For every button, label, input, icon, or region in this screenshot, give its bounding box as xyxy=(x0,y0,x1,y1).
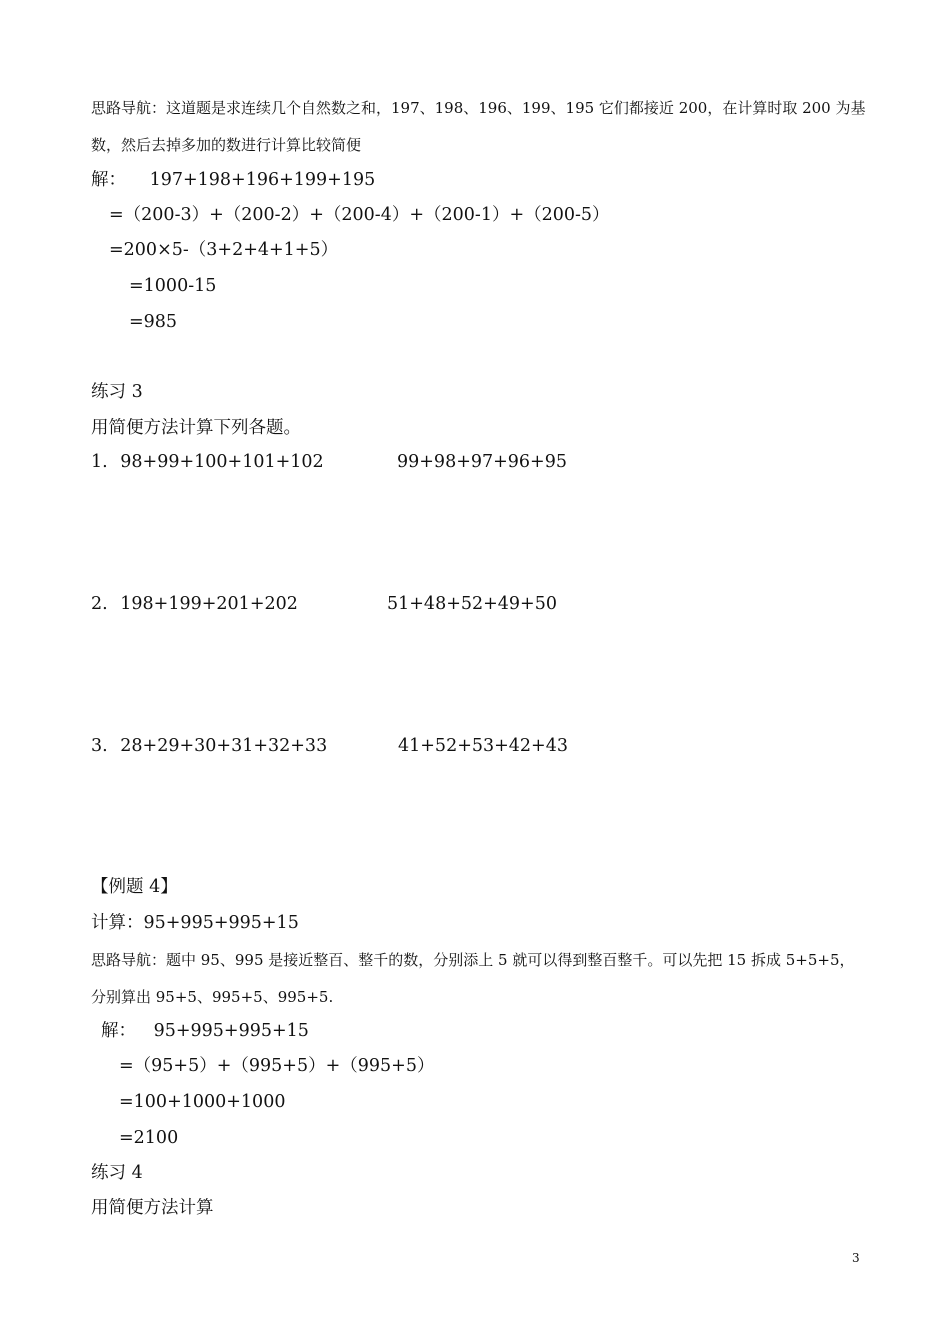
hint-text-line-2: 数，然后去掉多加的数进行计算比较简便 xyxy=(91,136,362,154)
solution-expression: 95+995+995+15 xyxy=(153,1021,309,1041)
problem-right-expression: 41+52+53+42+43 xyxy=(398,736,568,756)
problem-row-1 xyxy=(91,454,324,472)
problem-right-expression: 51+48+52+49+50 xyxy=(387,594,557,614)
solution-label: 解： xyxy=(91,170,126,190)
problem-left-expression: 98+99+100+101+102 xyxy=(120,452,324,472)
problem-left-expression: 198+199+201+202 xyxy=(120,594,298,614)
solution-step-2: =200×5-（3+2+4+1+5） xyxy=(109,240,339,260)
solution-label: 解： xyxy=(101,1021,136,1041)
solution-line xyxy=(91,172,375,190)
example-4-hint-line-2: 分别算出 95+5、995+5、995+5. xyxy=(91,988,334,1006)
solution-step-3: =1000-15 xyxy=(129,276,217,296)
example-4-step-3: =2100 xyxy=(119,1128,179,1148)
practice-3-instruction: 用简便方法计算下列各题。 xyxy=(91,418,301,438)
practice-4-instruction: 用简便方法计算 xyxy=(91,1198,214,1218)
example-4-solution-line xyxy=(101,1023,309,1041)
example-4-hint-line-1: 思路导航：题中 95、995 是接近整百、整千的数，分别添上 5 就可以得到整百整千。可以先把 15 拆成 5+5+5， xyxy=(91,951,855,969)
problem-index: 1. xyxy=(91,452,108,472)
solution-step-4: =985 xyxy=(129,312,178,332)
solution-expression: 197+198+196+199+195 xyxy=(149,170,376,190)
problem-right-expression: 99+98+97+96+95 xyxy=(397,452,567,472)
solution-step-1: =（200-3）+（200-2）+（200-4）+（200-1）+（200-5） xyxy=(109,205,610,225)
example-4-task: 计算：95+995+995+15 xyxy=(91,913,299,933)
example-4-title: 【例题 4】 xyxy=(91,877,178,897)
problem-index: 3. xyxy=(91,736,108,756)
practice-3-title: 练习 3 xyxy=(91,382,143,402)
example-4-step-2: =100+1000+1000 xyxy=(119,1092,286,1112)
hint-text-line-1: 思路导航：这道题是求连续几个自然数之和，197、198、196、199、195 它们都接近 200，在计算时取 200 为基 xyxy=(91,99,866,117)
page-number: 3 xyxy=(852,1251,860,1265)
example-4-step-1: =（95+5）+（995+5）+（995+5） xyxy=(119,1056,435,1076)
practice-4-title: 练习 4 xyxy=(91,1163,143,1183)
problem-left-expression: 28+29+30+31+32+33 xyxy=(120,736,328,756)
problem-row-2 xyxy=(91,596,298,614)
problem-index: 2. xyxy=(91,594,108,614)
problem-row-3 xyxy=(91,738,327,756)
